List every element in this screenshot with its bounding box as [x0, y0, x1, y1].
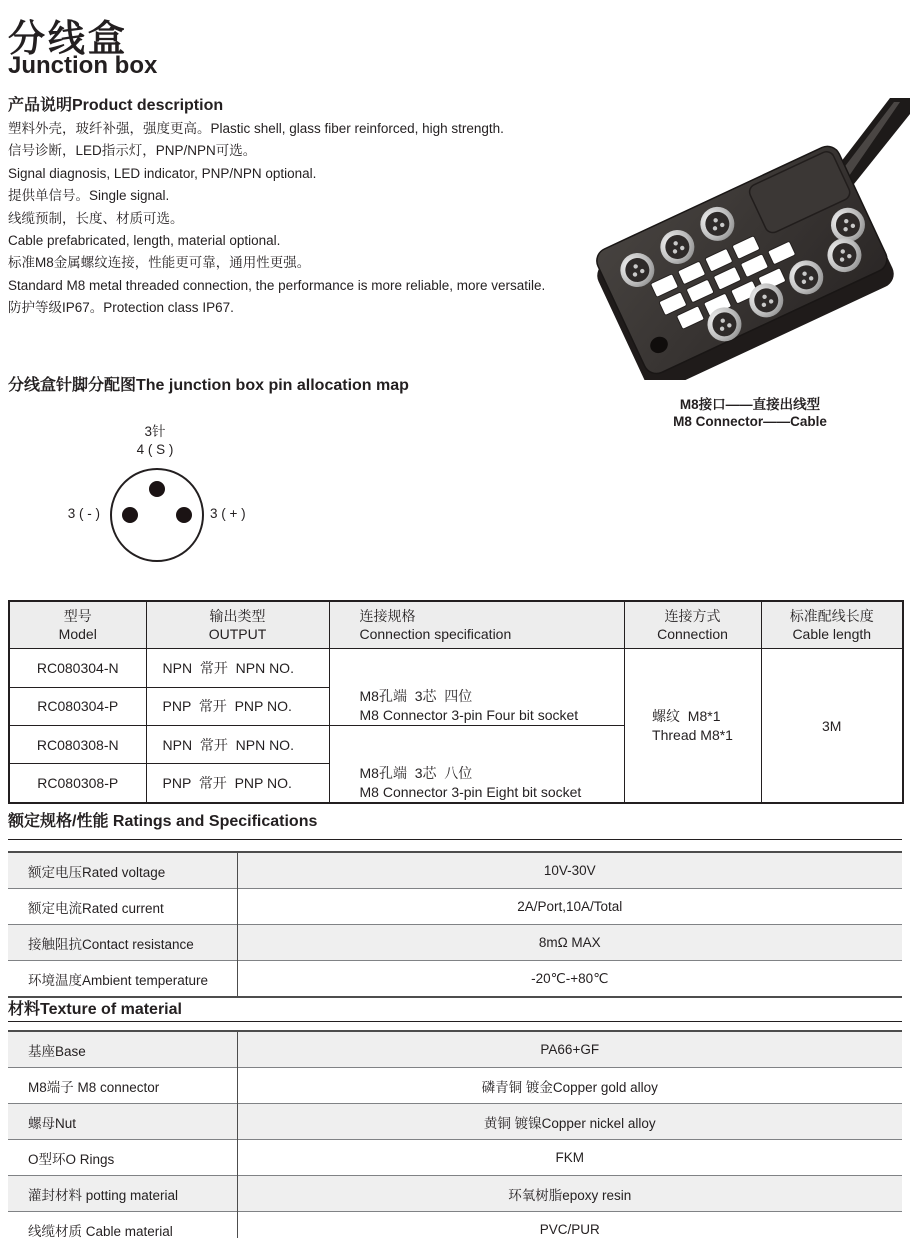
table-row — [8, 1212, 902, 1238]
page-title-en: Junction box — [8, 52, 158, 79]
description-line: 标准M8金属螺纹连接，性能更可靠，通用性更强。 — [8, 255, 311, 271]
table-row — [8, 1104, 902, 1140]
material-label: M8端子 M8 connector — [8, 1068, 237, 1104]
connector-caption — [600, 396, 900, 430]
pin-right-label: 3 ( + ) — [210, 506, 246, 521]
material-label: 灌封材料 potting material — [8, 1176, 237, 1212]
materials-table — [8, 1030, 902, 1238]
pin-count-label: 3针 — [144, 424, 166, 439]
material-label: 线缆材质 Cable material — [8, 1212, 237, 1238]
description-line: 信号诊断，LED指示灯，PNP/NPN可选。 — [8, 143, 257, 159]
output-cell: PNP 常开 PNP NO. — [146, 764, 329, 803]
table-row — [8, 1140, 902, 1176]
material-label: 螺母Nut — [8, 1104, 237, 1140]
description-line: 线缆预制，长度、材质可选。 — [8, 210, 184, 226]
output-cell: NPN 常开 NPN NO. — [146, 649, 329, 688]
product-description-text — [8, 118, 545, 320]
product-description-heading: 产品说明Product description — [8, 97, 224, 114]
header-output: 输出类型 OUTPUT — [146, 601, 329, 649]
rating-label: 接触阻抗Contact resistance — [8, 925, 237, 961]
output-cell: PNP 常开 PNP NO. — [146, 687, 329, 726]
header-cable-length: 标准配线长度 Cable length — [761, 601, 903, 649]
table-row — [8, 1068, 902, 1104]
rating-value: -20℃-+80℃ — [237, 961, 902, 998]
material-value: 黄铜 镀镍Copper nickel alloy — [237, 1104, 902, 1140]
spec-cell-eight-bit: M8孔端 3芯 八位 M8 Connector 3-pin Eight bit socket — [329, 726, 624, 804]
pin-diagram-circle — [110, 468, 204, 562]
table-row — [9, 649, 903, 688]
rating-value: 2A/Port,10A/Total — [237, 889, 902, 925]
table-row — [8, 961, 902, 998]
material-value: 磷青铜 镀金Copper gold alloy — [237, 1068, 902, 1104]
description-line: 防护等级IP67。Protection class IP67. — [8, 300, 234, 316]
description-line: Cable prefabricated, length, material optional. — [8, 233, 281, 249]
description-line: 塑料外壳，玻纤补强，强度更高。Plastic shell, glass fiber reinforced, high strength. — [8, 121, 504, 136]
connector-caption-zh: M8接口——直接出线型 — [679, 397, 821, 412]
cable-length-cell: 3M — [761, 649, 903, 804]
materials-heading: 材料Texture of material — [8, 1001, 182, 1018]
ratings-rule — [8, 839, 902, 840]
spec-cell-four-bit: M8孔端 3芯 四位 M8 Connector 3-pin Four bit socket — [329, 649, 624, 726]
model-table — [8, 600, 904, 804]
model-cell: RC080304-N — [9, 649, 146, 688]
table-row — [8, 889, 902, 925]
ratings-table — [8, 851, 902, 998]
material-value: FKM — [237, 1140, 902, 1176]
rating-label: 环境温度Ambient temperature — [8, 961, 237, 998]
header-model: 型号 Model — [9, 601, 146, 649]
material-label: O型环O Rings — [8, 1140, 237, 1176]
table-row — [8, 1176, 902, 1212]
pin-dot-top — [149, 481, 165, 497]
rating-value: 8mΩ MAX — [237, 925, 902, 961]
pin-dot-right — [176, 507, 192, 523]
table-row — [8, 1031, 902, 1068]
pin-left-label: 3 ( - ) — [67, 506, 100, 521]
material-label: 基座Base — [8, 1031, 237, 1068]
description-line: Signal diagnosis, LED indicator, PNP/NPN optional. — [8, 165, 317, 181]
description-line: 提供单信号。Single signal. — [8, 188, 170, 204]
table-row — [8, 925, 902, 961]
rating-label: 额定电流Rated current — [8, 889, 237, 925]
pin-top-label: 4 ( S ) — [136, 442, 174, 457]
table-row — [8, 852, 902, 889]
model-cell: RC080308-P — [9, 764, 146, 803]
material-value: PVC/PUR — [237, 1212, 902, 1238]
materials-rule — [8, 1021, 902, 1022]
model-cell: RC080308-N — [9, 726, 146, 764]
material-value: PA66+GF — [540, 1042, 600, 1057]
product-photo — [572, 98, 910, 380]
pin-dot-left — [122, 507, 138, 523]
header-connection: 连接方式 Connection — [624, 601, 761, 649]
rating-value: 10V-30V — [543, 863, 596, 878]
model-cell: RC080304-P — [9, 687, 146, 726]
rating-label: 额定电压Rated voltage — [8, 852, 237, 889]
output-cell: NPN 常开 NPN NO. — [146, 726, 329, 764]
material-value: 环氧树脂epoxy resin — [237, 1176, 902, 1212]
pin-allocation-heading: 分线盒针脚分配图The junction box pin allocation map — [8, 377, 409, 394]
connector-caption-en: M8 Connector——Cable — [673, 414, 827, 429]
description-line: Standard M8 metal threaded connection, the performance is more reliable, more versatile. — [8, 277, 546, 293]
ratings-heading: 额定规格/性能 Ratings and Specifications — [8, 813, 318, 830]
header-connection-spec: 连接规格 Connection specification — [329, 601, 624, 649]
page-title-zh: 分线盒 — [8, 18, 128, 59]
model-table-header-row — [9, 601, 903, 649]
connection-cell: 螺纹 M8*1 Thread M8*1 — [624, 649, 761, 804]
